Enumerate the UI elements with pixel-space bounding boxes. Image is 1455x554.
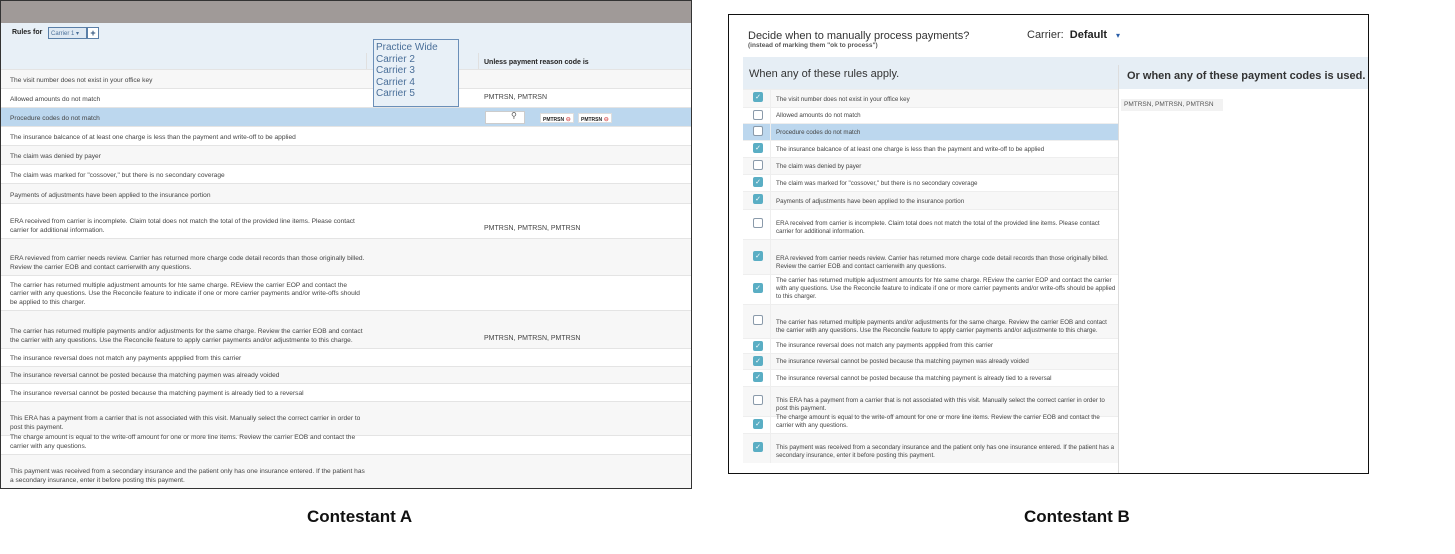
rule-text: Payments of adjustments have been applied to the insurance portion xyxy=(10,191,211,199)
rule-row[interactable] xyxy=(1,275,691,310)
carrier-menu-item[interactable]: Carrier 2 xyxy=(376,53,415,65)
rule-text: This payment was received from a secondary insurance and the patient only has one insurance entered. If the patient has a secondary insurance, enter it before posting this payment. xyxy=(776,444,1115,459)
rule-checkbox[interactable]: ✓ xyxy=(753,92,763,102)
chip-label: PMTRSN xyxy=(543,117,565,123)
rule-row xyxy=(743,338,1118,353)
reason-codes: PMTRSN, PMTRSN xyxy=(484,94,547,101)
rule-row xyxy=(743,353,1118,369)
rule-row xyxy=(743,157,1118,174)
rule-checkbox[interactable]: ✓ xyxy=(753,341,763,351)
rule-text: Allowed amounts do not match xyxy=(10,95,101,103)
carrier-menu-item[interactable]: Carrier 4 xyxy=(376,76,415,88)
code-chip[interactable] xyxy=(540,113,574,123)
carrier-select[interactable] xyxy=(1027,29,1107,41)
rule-row xyxy=(743,386,1118,416)
chevron-down-icon[interactable]: ▾ xyxy=(1116,31,1121,40)
carrier-value: Default xyxy=(1069,29,1108,41)
rule-row[interactable] xyxy=(1,88,691,107)
remove-icon[interactable]: ⊖ xyxy=(564,117,571,123)
chip-label: PMTRSN xyxy=(581,117,603,123)
rule-text: The carrier has returned multiple payments and/or adjustments for the same charge. Review the carrier EOB and contact the carrier with any questions. Use the Reconcile feature to apply carrier payments and/or adjustmente to this charge. xyxy=(10,328,363,344)
rule-text: This ERA has a payment from a carrier that is not associated with this visit. Manually select the correct carrier in order to post this payment. xyxy=(776,397,1105,412)
reason-codes: PMTRSN, PMTRSN, PMTRSN xyxy=(484,225,581,232)
rule-text: The insurance reversal does not match any payments appplied from this carrier xyxy=(776,342,994,349)
rule-text: The carrier has returned multiple adjustment amounts for hte same charge. REview the carrier EOP and contact the carrier with any questions. Use the Reconcile feature to indicate if one or more carrier payments and/or write-offs should be applied to this charger. xyxy=(776,277,1116,300)
rule-text: The charge amount is equal to the write-off amount for one or more line items. Review the carrier EOB and contact the carrier with any questions. xyxy=(10,434,356,450)
rule-row xyxy=(743,107,1118,123)
rule-text: The claim was marked for "cossover," but there is no secondary coverage xyxy=(776,180,978,187)
rules-for-label: Rules for xyxy=(12,29,43,36)
rule-row xyxy=(743,433,1118,463)
rule-checkbox[interactable]: ✓ xyxy=(753,356,763,366)
rule-row[interactable] xyxy=(1,366,691,383)
carrier-menu-item[interactable]: Carrier 5 xyxy=(376,88,415,99)
contestant-a-label: Contestant A xyxy=(307,507,413,526)
rule-text: The visit number does not exist in your office key xyxy=(10,76,153,84)
rule-row[interactable] xyxy=(1,348,691,366)
rule-checkbox[interactable] xyxy=(753,110,763,120)
rule-text: The insurance reversal cannot be posted because tha matching payment is already tied to a reversal xyxy=(776,375,1052,382)
code-search-input[interactable] xyxy=(485,111,525,124)
rule-checkbox[interactable]: ✓ xyxy=(753,251,763,261)
rule-text: The insurance reversal cannot be posted because tha matching paymen was already voided xyxy=(776,358,1029,365)
rule-text: Procedure codes do not match xyxy=(776,129,861,136)
rule-row xyxy=(743,89,1118,107)
rule-row xyxy=(743,209,1118,239)
rule-checkbox[interactable] xyxy=(753,315,763,325)
rule-text: The charge amount is equal to the write-off amount for one or more line items. Review the carrier EOB and contact the carrier with any questions. xyxy=(776,414,1100,429)
codes-header: Or when any of these payment codes is used. xyxy=(1127,70,1366,82)
rule-checkbox[interactable]: ✓ xyxy=(753,442,763,452)
carrier-select[interactable]: Carrier 1 ▾ xyxy=(48,27,87,39)
reason-codes: PMTRSN, PMTRSN, PMTRSN xyxy=(484,335,581,342)
rule-checkbox[interactable]: ✓ xyxy=(753,143,763,153)
rule-row[interactable] xyxy=(1,454,691,488)
rule-row xyxy=(743,274,1118,304)
rule-text: The insurance balcance of at least one charge is less than the payment and write-off to be applied xyxy=(776,146,1045,153)
rule-row xyxy=(743,140,1118,157)
contestant-b-label: Contestant B xyxy=(1024,507,1130,526)
rule-row[interactable] xyxy=(1,203,691,238)
rule-row xyxy=(743,174,1118,191)
rule-text: The claim was marked for "cossover," but there is no secondary coverage xyxy=(10,171,225,179)
rules-header: When any of these rules apply. xyxy=(749,68,900,80)
top-bar xyxy=(1,1,692,23)
carrier-menu-item[interactable]: Practice Wide xyxy=(376,42,438,53)
rule-checkbox[interactable]: ✓ xyxy=(753,177,763,187)
rule-checkbox[interactable] xyxy=(753,218,763,228)
rule-text: ERA revieved from carrier needs review. Carrier has returned more charge code detail records than those originally billed. Review the carrier EOB and contact carrierwith any questions. xyxy=(10,255,365,271)
column-divider xyxy=(1118,65,1119,474)
rule-row xyxy=(743,239,1118,274)
rule-row[interactable] xyxy=(1,401,691,435)
rule-text: The carrier has returned multiple payments and/or adjustments for the same charge. Review the carrier EOB and contact the carrier with any questions. Use the Reconcile feature to apply carrier payments and/or adjustmente to this charge. xyxy=(776,319,1107,334)
rule-row[interactable] xyxy=(1,145,691,164)
rule-checkbox[interactable]: ✓ xyxy=(753,372,763,382)
rule-row xyxy=(743,191,1118,209)
rule-text: The insurance reversal cannot be posted because tha matching payment is already tied to a reversal xyxy=(10,389,304,397)
rule-row[interactable] xyxy=(1,126,691,145)
page-title: Decide when to manually process payments? xyxy=(748,30,970,42)
rule-row xyxy=(743,304,1118,338)
rule-checkbox[interactable]: ✓ xyxy=(753,283,763,293)
rule-text: Allowed amounts do not match xyxy=(776,112,861,119)
rule-text: ERA received from carrier is incomplete. Claim total does not match the total of the provided line items. Please contact carrier for additional information. xyxy=(10,218,355,234)
rule-text: The claim was denied by payer xyxy=(10,152,101,160)
rule-row xyxy=(743,369,1118,386)
rule-row xyxy=(743,123,1118,140)
rule-text: ERA revieved from carrier needs review. Carrier has returned more charge code detail records than those originally billed. Review the carrier EOB and contact carrierwith any questions. xyxy=(776,255,1109,270)
rule-row xyxy=(743,416,1118,433)
rule-text: The insurance reversal does not match any payments appplied from this carrier xyxy=(10,354,242,362)
rule-checkbox[interactable]: ✓ xyxy=(753,194,763,204)
rule-checkbox[interactable] xyxy=(753,395,763,405)
rule-text: Payments of adjustments have been applied to the insurance portion xyxy=(776,198,965,205)
rule-text: The carrier has returned multiple adjustment amounts for hte same charge. REview the carrier EOP and contact the carrier with any questions. Use the Reconcile feature to indicate if one or more carrier payments and/or write-offs should be applied to this charger. xyxy=(10,281,360,306)
contestant-b-panel xyxy=(728,14,1369,474)
column-header-reason-code: Unless payment reason code is xyxy=(484,59,589,66)
code-chip[interactable] xyxy=(578,113,612,123)
carrier-label: Carrier: xyxy=(1027,29,1064,41)
rule-row[interactable] xyxy=(1,435,691,454)
carrier-menu-item[interactable]: Carrier 3 xyxy=(376,65,415,76)
add-carrier-button[interactable]: + xyxy=(87,27,99,39)
remove-icon[interactable]: ⊖ xyxy=(602,117,609,123)
rule-row[interactable] xyxy=(1,310,691,348)
page-subtitle: (instead of marking them "ok to process") xyxy=(748,42,878,49)
rule-row[interactable] xyxy=(1,107,691,126)
search-icon[interactable]: ⚲ xyxy=(511,111,517,120)
rule-checkbox[interactable] xyxy=(753,126,763,136)
rule-text: The insurance balcance of at least one charge is less than the payment and write-off to be applied xyxy=(10,133,296,141)
rule-row[interactable] xyxy=(1,69,691,88)
rule-text: ERA received from carrier is incomplete. Claim total does not match the total of the provided line items. Please contact carrier for additional information. xyxy=(776,220,1100,235)
rule-row[interactable] xyxy=(1,183,691,203)
rule-row[interactable] xyxy=(1,164,691,183)
rule-checkbox[interactable] xyxy=(753,160,763,170)
contestant-a-panel xyxy=(0,0,692,489)
rule-text: The visit number does not exist in your office key xyxy=(776,96,910,103)
rule-text: The insurance reversal cannot be posted because tha matching paymen was already voided xyxy=(10,371,280,379)
rule-text: This ERA has a payment from a carrier that is not associated with this visit. Manually select the correct carrier in order to post this payment. xyxy=(10,415,361,431)
rule-checkbox[interactable]: ✓ xyxy=(753,419,763,429)
rule-text: Procedure codes do not match xyxy=(10,114,100,122)
carrier-dropdown-menu xyxy=(373,39,459,107)
rule-row[interactable] xyxy=(1,383,691,401)
rule-text: This payment was received from a secondary insurance and the patient only has one insurance entered. If the patient has a secondary insurance, enter it before posting this payment. xyxy=(10,468,365,484)
rule-row[interactable] xyxy=(1,238,691,275)
rule-text: The claim was denied by payer xyxy=(776,163,862,170)
payment-codes-value[interactable]: PMTRSN, PMTRSN, PMTRSN xyxy=(1121,99,1223,111)
